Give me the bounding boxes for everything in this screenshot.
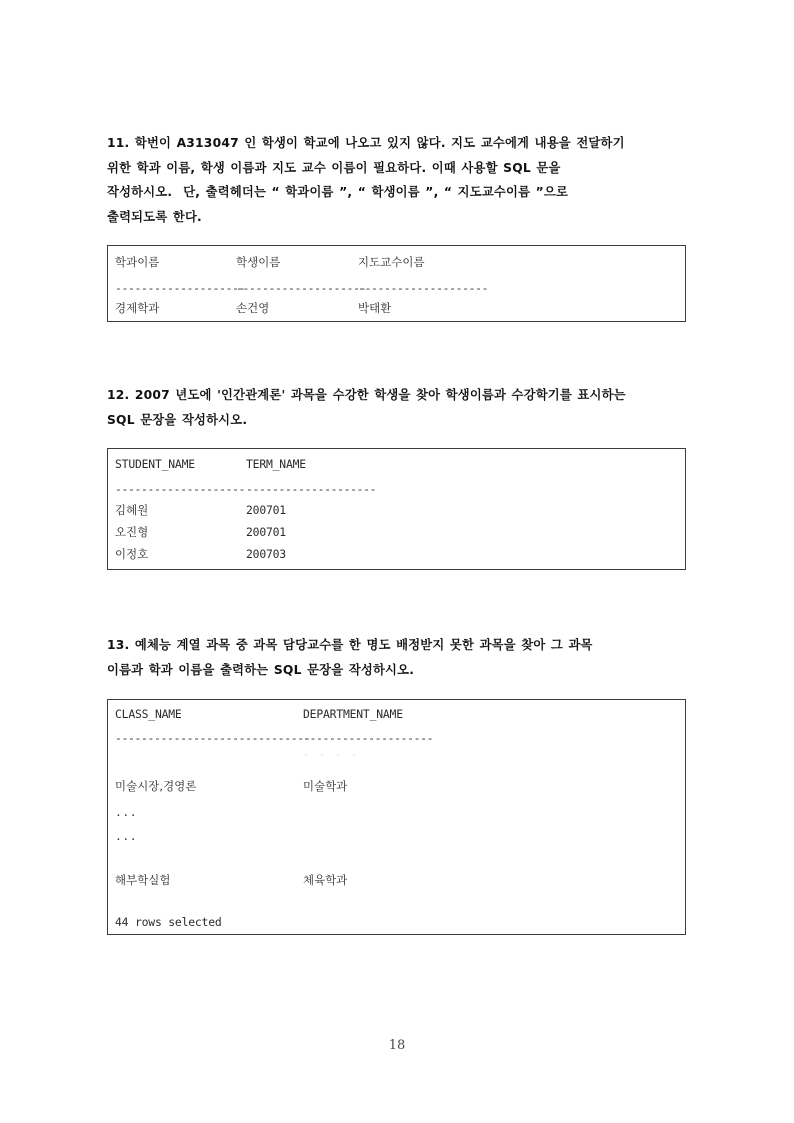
question-12-line-1: 12. 2007 년도에 '인간관계론' 과목을 수강한 학생을 찾아 학생이름과 수강학기를 표시하는 (107, 388, 626, 402)
q12-row-1-col-1: 김혜원 (115, 503, 149, 517)
question-11-line-1: 11. 학번이 A313047 인 학생이 학교에 나오고 있지 않다. 지도 교수에게 내용을 전달하기 (107, 136, 625, 150)
q12-row-2-col-1: 오진형 (115, 525, 149, 539)
q12-row-1-col-2: 200701 (246, 503, 286, 517)
q11-result-header-row (115, 254, 685, 270)
q13-row-2-col-1: ... (115, 805, 138, 819)
q11-header-col-3: 지도교수이름 (358, 255, 425, 269)
q12-header-col-1: STUDENT_NAME (115, 457, 195, 471)
q11-separator-col-2: -------------------- (236, 281, 367, 295)
q13-separator-col-1: ------------------------------ (115, 731, 311, 745)
q11-separator-col-1: -------------------- (115, 281, 246, 295)
question-13-line-1: 13. 예체능 계열 과목 중 과목 담당교수를 한 명도 배정받지 못한 과목을 찾아 그 과목 (107, 638, 593, 652)
q13-row-1-col-2: 미술학과 (303, 779, 348, 793)
q11-row-1-col-2: 손건영 (236, 301, 270, 315)
table-row (115, 546, 685, 562)
q11-header-col-2: 학생이름 (236, 255, 281, 269)
question-13-line-2: 이름과 학과 이름을 출력하는 SQL 문장을 작성하시오. (107, 662, 415, 677)
q12-row-3-col-2: 200703 (246, 547, 286, 561)
table-row (115, 872, 685, 888)
q12-header-col-2: TERM_NAME (246, 457, 306, 471)
q12-result-header-row (115, 456, 685, 472)
question-11-line-3: 작성하시오. 단, 출력헤더는 “ 학과이름 ”, “ 학생이름 ”, “ 지도교수이름 ”으로 (107, 185, 569, 199)
question-12-result-box (107, 448, 686, 570)
q13-row-count-footer (115, 914, 685, 930)
question-13-result-box (107, 699, 686, 935)
table-row (115, 778, 685, 794)
table-row (115, 524, 685, 540)
table-row (115, 828, 685, 844)
question-12-line-2: SQL 문장을 작성하시오. (107, 412, 248, 427)
question-11-line-2: 위한 학과 이름, 학생 이름과 지도 교수 이름이 필요하다. 이때 사용할 SQL 문을 (107, 160, 561, 175)
q11-result-separator-row (115, 280, 685, 296)
q13-result-header-row (115, 706, 685, 722)
q13-row-4-col-1: 해부학실험 (115, 873, 171, 887)
table-row (115, 804, 685, 820)
q11-row-1-col-1: 경제학과 (115, 301, 160, 315)
table-row (115, 502, 685, 518)
q13-row-1-col-1: 미술시장,경영론 (115, 779, 197, 793)
question-12-text (107, 383, 687, 432)
q11-header-col-1: 학과이름 (115, 255, 160, 269)
q11-row-1-col-3: 박태환 (358, 301, 392, 315)
q12-result-separator-row (115, 481, 685, 497)
q13-header-col-1: CLASS_NAME (115, 707, 182, 721)
q12-separator-col-1: -------------------- (115, 482, 246, 496)
q13-header-col-2: DEPARTMENT_NAME (303, 707, 403, 721)
scan-artifact (115, 748, 685, 764)
q13-separator-col-2: -------------------- (303, 731, 434, 745)
q11-separator-col-3: -------------------- (358, 281, 489, 295)
scan-artifact-marks: · · · · (303, 750, 360, 761)
q12-row-2-col-2: 200701 (246, 525, 286, 539)
q13-row-3-col-1: ... (115, 829, 138, 843)
table-row (115, 300, 685, 316)
question-11-result-box (107, 245, 686, 322)
question-11-text (107, 131, 687, 229)
q12-row-3-col-1: 이정호 (115, 547, 149, 561)
question-11-line-4: 출력되도록 한다. (107, 209, 202, 224)
question-13-text (107, 633, 687, 682)
q12-separator-col-2: -------------------- (246, 482, 377, 496)
q13-row-4-col-2: 체육학과 (303, 873, 348, 887)
q13-rows-selected-label: 44 rows selected (115, 915, 222, 929)
q13-result-separator-row (115, 730, 685, 746)
page-number: 18 (388, 1038, 406, 1053)
